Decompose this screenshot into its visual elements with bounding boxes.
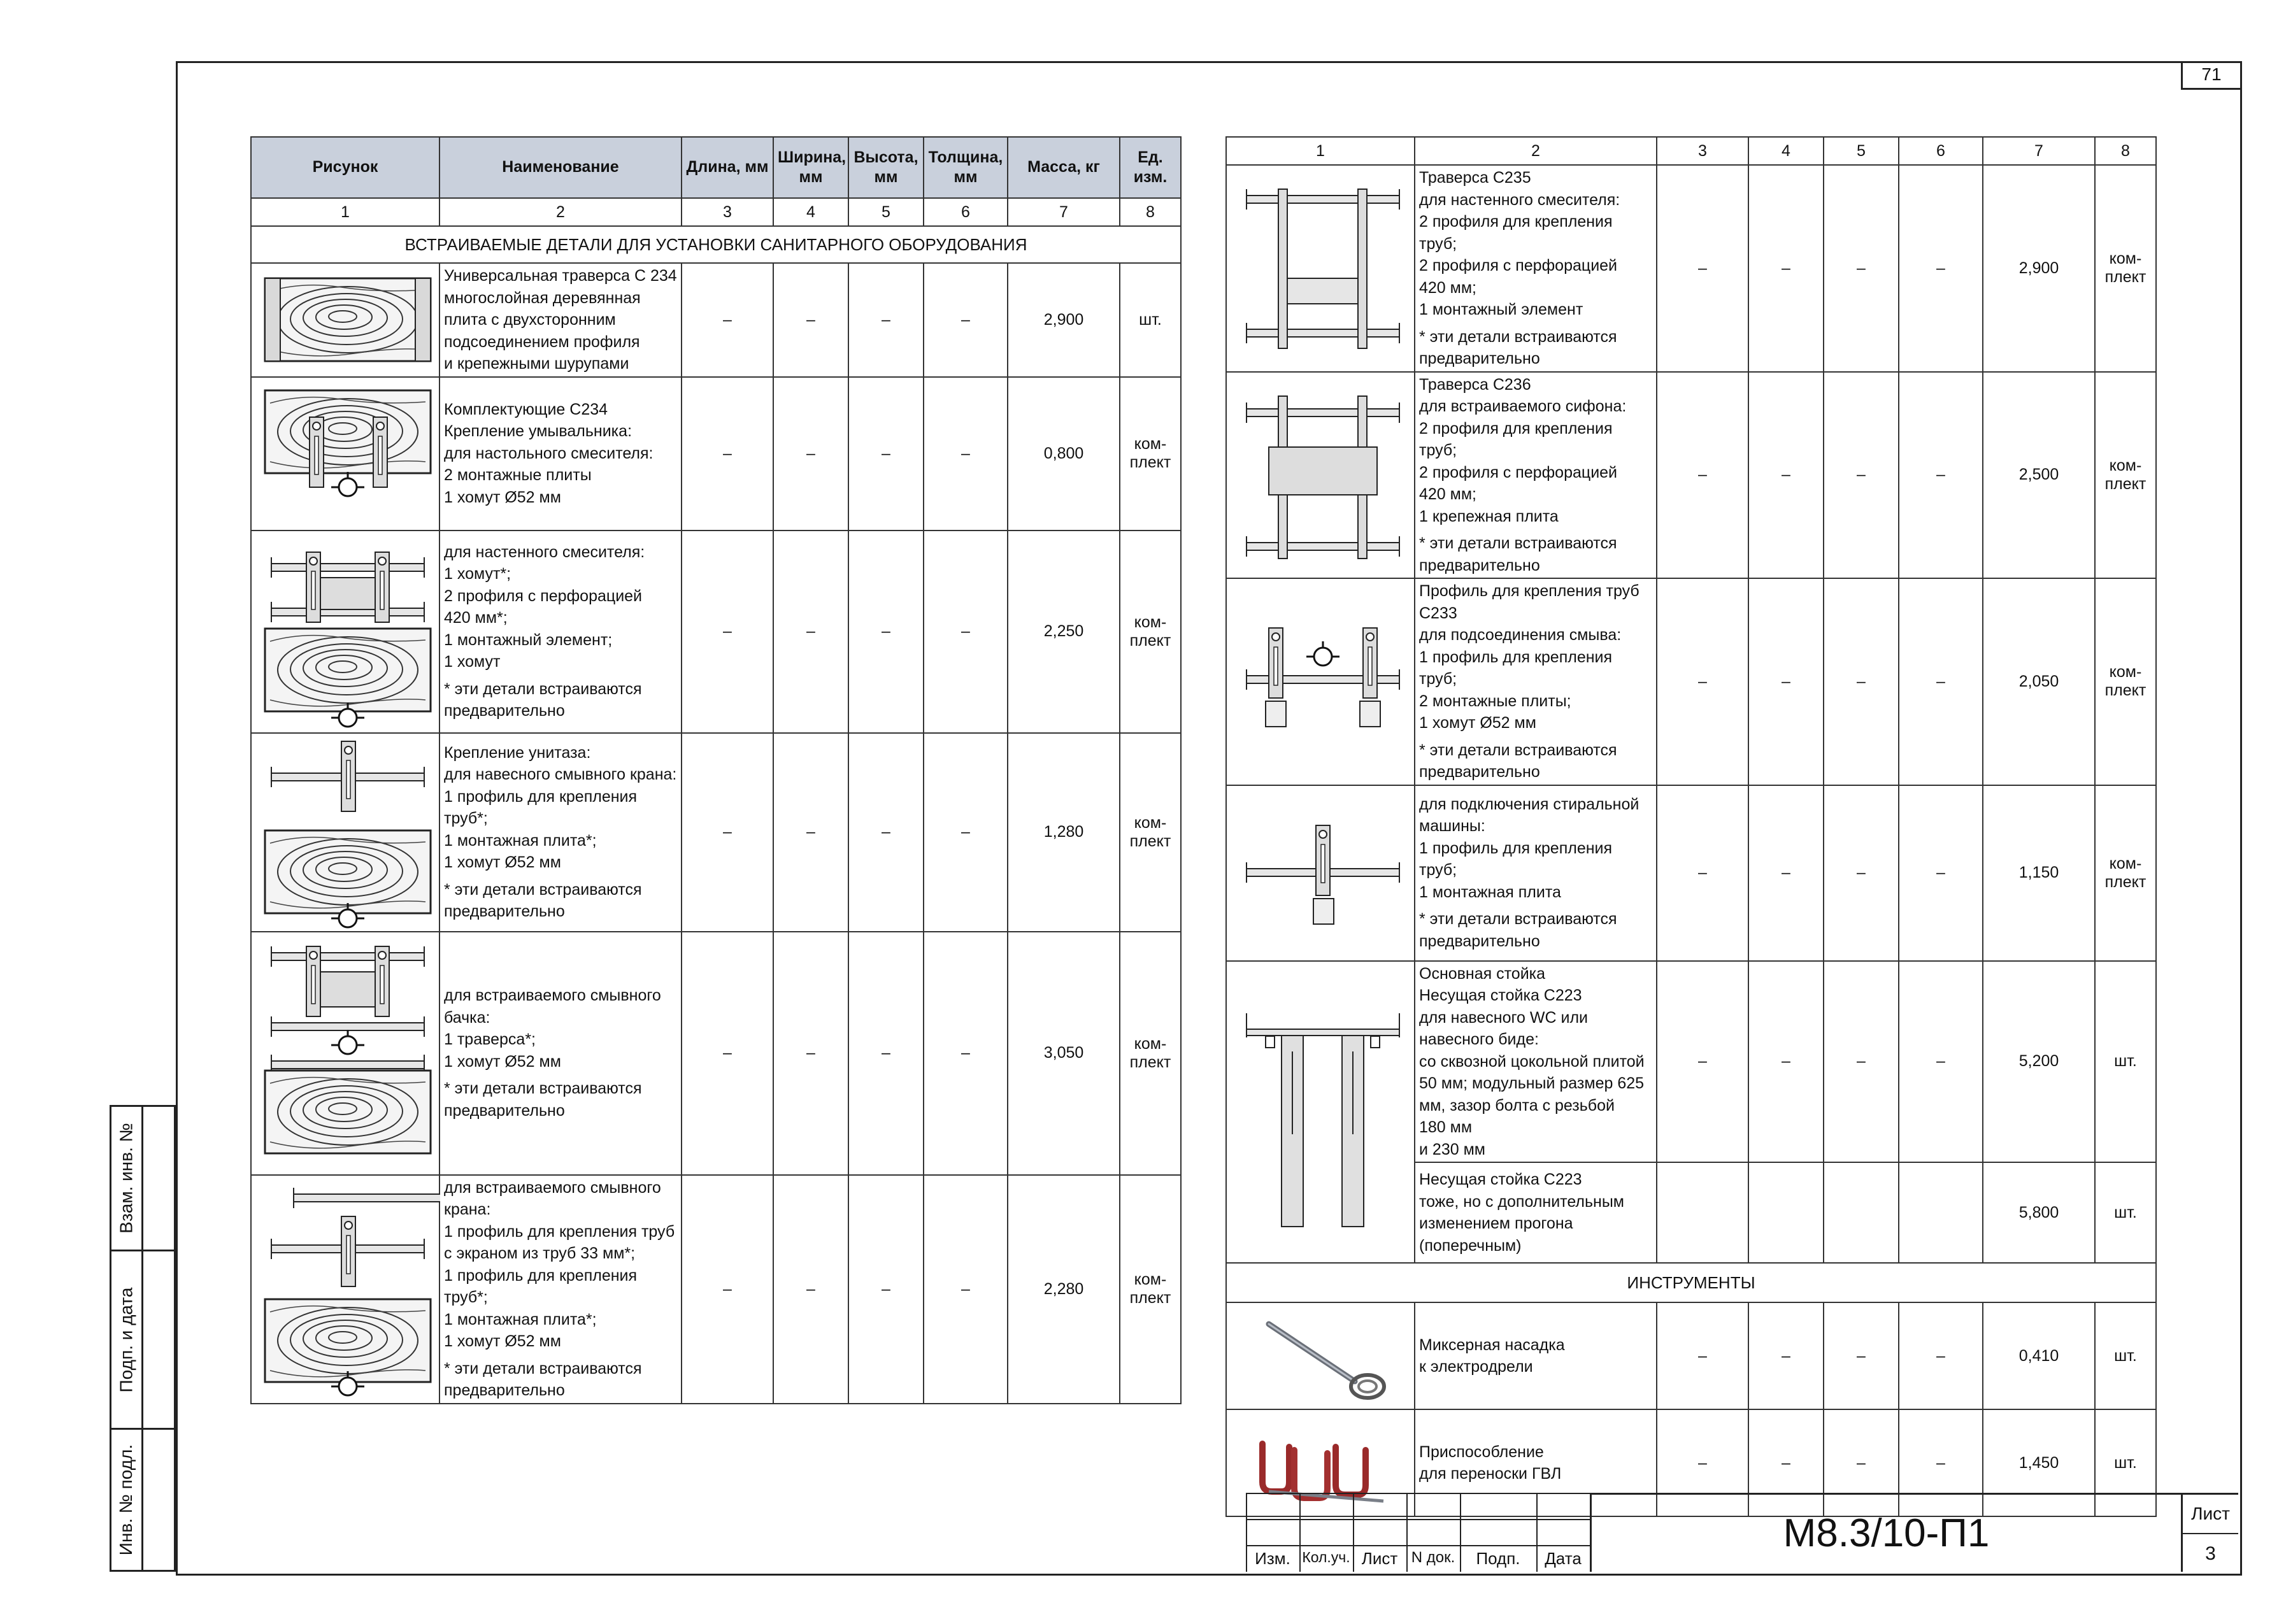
row-mass: 1,150 xyxy=(1983,785,2095,961)
mixer-attachment-figure xyxy=(1226,1302,1415,1409)
row-figure xyxy=(251,531,439,733)
table-row: Комплектующие С234 Крепление умывальника: для настольного смесителя: 2 монтажные плиты 1 хомут Ø52 мм – – – – 0,800 ком- плект xyxy=(251,377,1181,531)
row-figure xyxy=(1226,372,1415,579)
row-mass: 3,050 xyxy=(1008,932,1120,1175)
col-num: 8 xyxy=(1120,198,1181,226)
col-num: 7 xyxy=(1008,198,1120,226)
col-num: 2 xyxy=(439,198,682,226)
row-mass: 5,200 xyxy=(1983,961,2095,1163)
label-n-dok: N док. xyxy=(1411,1549,1455,1566)
row-name: Приспособление для переноски ГВЛ xyxy=(1415,1409,1657,1516)
row-mass: 2,280 xyxy=(1008,1175,1120,1404)
row-figure xyxy=(1226,578,1415,785)
label-data: Дата xyxy=(1545,1549,1582,1568)
row-mass: 2,050 xyxy=(1983,578,2095,785)
column-numbers-row xyxy=(251,198,1181,226)
col-num: 2 xyxy=(1415,137,1657,165)
row-name: Траверса С235 для настенного смесителя: 2 профиля для крепления труб; 2 профиля с перфорацией 420 мм; 1 монтажный элемент * эти детали встраиваются предварительно xyxy=(1415,165,1657,372)
col-num: 4 xyxy=(1748,137,1824,165)
label-kol-uch: Кол.уч. xyxy=(1302,1549,1350,1565)
revision-grid xyxy=(1246,1493,1590,1572)
row-figure xyxy=(251,263,439,377)
header-unit: Ед. изм. xyxy=(1120,137,1181,198)
col-num: 7 xyxy=(1983,137,2095,165)
row-note: * эти детали встраиваются предварительно xyxy=(1419,910,1617,950)
row-name: Комплектующие С234 Крепление умывальника: для настольного смесителя: 2 монтажные плиты 1 хомут Ø52 мм xyxy=(439,377,682,531)
row-name: для подключения стиральной машины: 1 профиль для крепления труб; 1 монтажная плита * эти детали встраиваются предварительно xyxy=(1415,785,1657,961)
right-spec-table xyxy=(1225,136,2157,1517)
table-row: Траверса С235 для настенного смесителя: 2 профиля для крепления труб; 2 профиля с перфорацией 420 мм; 1 монтажный элемент * эти детали встраиваются предварительно – – – – 2,900 ком- плект xyxy=(1226,165,2156,372)
row-unit: шт. xyxy=(2095,1302,2156,1409)
row-unit: шт. xyxy=(2095,961,2156,1163)
table-row: для настенного смесителя: 1 хомут*; 2 профиля с перфорацией 420 мм*; 1 монтажный элемент; 1 хомут * эти детали встраиваются предварительно – – – – 2,250 ком- плект xyxy=(251,531,1181,733)
col-num: 6 xyxy=(924,198,1008,226)
label-izm: Изм. xyxy=(1255,1549,1290,1568)
sheet-number-top: 71 xyxy=(2181,61,2240,90)
table-row: Миксерная насадка к электродрели – – – – 0,410 шт. xyxy=(1226,1302,2156,1409)
title-block xyxy=(1246,1493,2238,1572)
header-name: Наименование xyxy=(439,137,682,198)
row-mass: 0,800 xyxy=(1008,377,1120,531)
row-name: Основная стойка Несущая стойка С223 для навесного WC или навесного биде: со сквозной цокольной плитой 50 мм; модульный размер 625 мм, зазор болта с резьбой 180 мм и 230 мм xyxy=(1415,961,1657,1163)
row-figure xyxy=(1226,165,1415,372)
row-unit: ком- плект xyxy=(1120,733,1181,932)
table-row: Крепление унитаза: для навесного смывного крана: 1 профиль для крепления труб*; 1 монтажная плита*; 1 хомут Ø52 мм * эти детали встраиваются предварительно – – – – 1,280 ком- плект xyxy=(251,733,1181,932)
table-row: Универсальная траверса С 234 многослойная деревянная плита с двухсторонним подсоединением профиля и крепежными шурупами – – – – 2,900 шт. xyxy=(251,263,1181,377)
row-mass: 5,800 xyxy=(1983,1162,2095,1263)
table-row: для подключения стиральной машины: 1 профиль для крепления труб; 1 монтажная плита * эти детали встраиваются предварительно – – – – 1,150 ком- плект xyxy=(1226,785,2156,961)
inv-replace-cell xyxy=(110,1105,176,1251)
row-name: Несущая стойка С223 тоже, но с дополнительным изменением прогона (поперечным) xyxy=(1415,1162,1657,1263)
inv-replace-label: Взам. инв. № xyxy=(116,1123,136,1234)
col-num: 1 xyxy=(251,198,439,226)
row-figure xyxy=(1226,961,1415,1264)
row-name: для встраиваемого смывного бачка: 1 траверса*; 1 хомут Ø52 мм * эти детали встраиваются предварительно xyxy=(439,932,682,1175)
row-name: Универсальная траверса С 234 многослойная деревянная плита с двухсторонним подсоединением профиля и крепежными шурупами xyxy=(439,263,682,377)
col-num: 3 xyxy=(682,198,773,226)
sign-date-label: Подп. и дата xyxy=(116,1287,136,1392)
row-mass: 2,500 xyxy=(1983,372,2095,579)
row-figure xyxy=(251,733,439,932)
table-row: Профиль для крепления труб С233 для подсоединения смыва: 1 профиль для крепления труб; 2 монтажные плиты; 1 хомут Ø52 мм * эти детали встраиваются предварительно – – – – 2,050 ком- плект xyxy=(1226,578,2156,785)
section-title-tools: ИНСТРУМЕНТЫ xyxy=(1226,1263,2156,1302)
row-note: * эти детали встраиваются предварительно xyxy=(1419,534,1617,574)
col-num: 8 xyxy=(2095,137,2156,165)
col-num: 5 xyxy=(1824,137,1899,165)
row-mass: 2,900 xyxy=(1983,165,2095,372)
sheet-label: Лист xyxy=(2183,1495,2238,1534)
row-note: * эти детали встраиваются предварительно xyxy=(444,1079,642,1120)
row-unit: шт. xyxy=(2095,1409,2156,1516)
row-note: * эти детали встраиваются предварительно xyxy=(444,1359,642,1399)
header-mass: Масса, кг xyxy=(1008,137,1120,198)
sign-date-cell xyxy=(110,1250,176,1430)
col-num: 4 xyxy=(773,198,848,226)
row-unit: ком- плект xyxy=(2095,165,2156,372)
label-list: Лист xyxy=(1361,1549,1398,1568)
row-mass: 1,280 xyxy=(1008,733,1120,932)
row-mass: 1,450 xyxy=(1983,1409,2095,1516)
row-name: Миксерная насадка к электродрели xyxy=(1415,1302,1657,1409)
row-figure xyxy=(251,1175,439,1404)
col-num: 1 xyxy=(1226,137,1415,165)
table-row: для встраиваемого смывного бачка: 1 траверса*; 1 хомут Ø52 мм * эти детали встраиваются предварительно – – – – 3,050 ком- плект xyxy=(251,932,1181,1175)
inv-orig-label: Инв. № подл. xyxy=(116,1444,136,1556)
row-name: Крепление унитаза: для навесного смывного крана: 1 профиль для крепления труб*; 1 монтажная плита*; 1 хомут Ø52 мм * эти детали встраиваются предварительно xyxy=(439,733,682,932)
section-title: ВСТРАИВАЕМЫЕ ДЕТАЛИ ДЛЯ УСТАНОВКИ САНИТАРНОГО ОБОРУДОВАНИЯ xyxy=(251,226,1181,263)
header-width: Ширина, мм xyxy=(773,137,848,198)
label-podp: Подп. xyxy=(1476,1549,1520,1568)
row-note: * эти детали встраиваются предварительно xyxy=(444,680,642,720)
row-figure xyxy=(251,932,439,1175)
inv-orig-cell xyxy=(110,1428,176,1572)
row-unit: ком- плект xyxy=(1120,1175,1181,1404)
col-num: 5 xyxy=(848,198,924,226)
row-mass: 2,250 xyxy=(1008,531,1120,733)
row-figure xyxy=(251,377,439,531)
header-picture: Рисунок xyxy=(251,137,439,198)
column-numbers-row xyxy=(1226,137,2156,165)
table-row: для встраиваемого смывного крана: 1 профиль для крепления труб с экраном из труб 33 мм*; 1 профиль для крепления труб*; 1 монтажная плита*; 1 хомут Ø52 мм * эти детали встраиваются предварительно – – – – 2,280 ком- плект xyxy=(251,1175,1181,1404)
col-num: 3 xyxy=(1657,137,1748,165)
row-mass: 2,900 xyxy=(1008,263,1120,377)
header-height: Высота, мм xyxy=(848,137,924,198)
row-figure xyxy=(1226,785,1415,961)
row-mass: 0,410 xyxy=(1983,1302,2095,1409)
row-unit: ком- плект xyxy=(1120,531,1181,733)
row-note: * эти детали встраиваются предварительно xyxy=(1419,741,1617,781)
row-name: Траверса С236 для встраиваемого сифона: 2 профиля для крепления труб; 2 профиля с перфорацией 420 мм; 1 крепежная плита * эти детали встраиваются предварительно xyxy=(1415,372,1657,579)
row-note: * эти детали встраиваются предварительно xyxy=(1419,327,1617,367)
row-note: * эти детали встраиваются предварительно xyxy=(444,880,642,920)
row-unit: ком- плект xyxy=(2095,578,2156,785)
left-spec-table xyxy=(250,136,1182,1404)
row-unit: ком- плект xyxy=(2095,372,2156,579)
header-length: Длина, мм xyxy=(682,137,773,198)
header-thickness: Толщина, мм xyxy=(924,137,1008,198)
row-name: для встраиваемого смывного крана: 1 профиль для крепления труб с экраном из труб 33 мм*; 1 профиль для крепления труб*; 1 монтажная плита*; 1 хомут Ø52 мм * эти детали встраиваются предварительно xyxy=(439,1175,682,1404)
document-code: М8.3/10-П1 xyxy=(1590,1493,2181,1572)
col-num: 6 xyxy=(1899,137,1983,165)
row-unit: ком- плект xyxy=(1120,932,1181,1175)
row-unit: ком- плект xyxy=(2095,785,2156,961)
stamp-strip xyxy=(110,1105,176,1572)
table-row: Траверса С236 для встраиваемого сифона: 2 профиля для крепления труб; 2 профиля с перфорацией 420 мм; 1 крепежная плита * эти детали встраиваются предварительно – – – – 2,500 ком- плект xyxy=(1226,372,2156,579)
table-row: Основная стойка Несущая стойка С223 для навесного WC или навесного биде: со сквозной цокольной плитой 50 мм; модульный размер 625 мм, зазор болта с резьбой 180 мм и 230 мм – – – – 5,200 шт. xyxy=(1226,961,2156,1163)
sheet-value: 3 xyxy=(2205,1543,2216,1564)
row-name: для настенного смесителя: 1 хомут*; 2 профиля с перфорацией 420 мм*; 1 монтажный элемент; 1 хомут * эти детали встраиваются предварительно xyxy=(439,531,682,733)
row-unit: шт. xyxy=(1120,263,1181,377)
table-row: Приспособление для переноски ГВЛ – – – – 1,450 шт. xyxy=(1226,1409,2156,1516)
row-unit: ком- плект xyxy=(1120,377,1181,531)
sheet-box xyxy=(2181,1493,2238,1572)
row-unit: шт. xyxy=(2095,1162,2156,1263)
row-name: Профиль для крепления труб С233 для подсоединения смыва: 1 профиль для крепления труб; 2 монтажные плиты; 1 хомут Ø52 мм * эти детали встраиваются предварительно xyxy=(1415,578,1657,785)
